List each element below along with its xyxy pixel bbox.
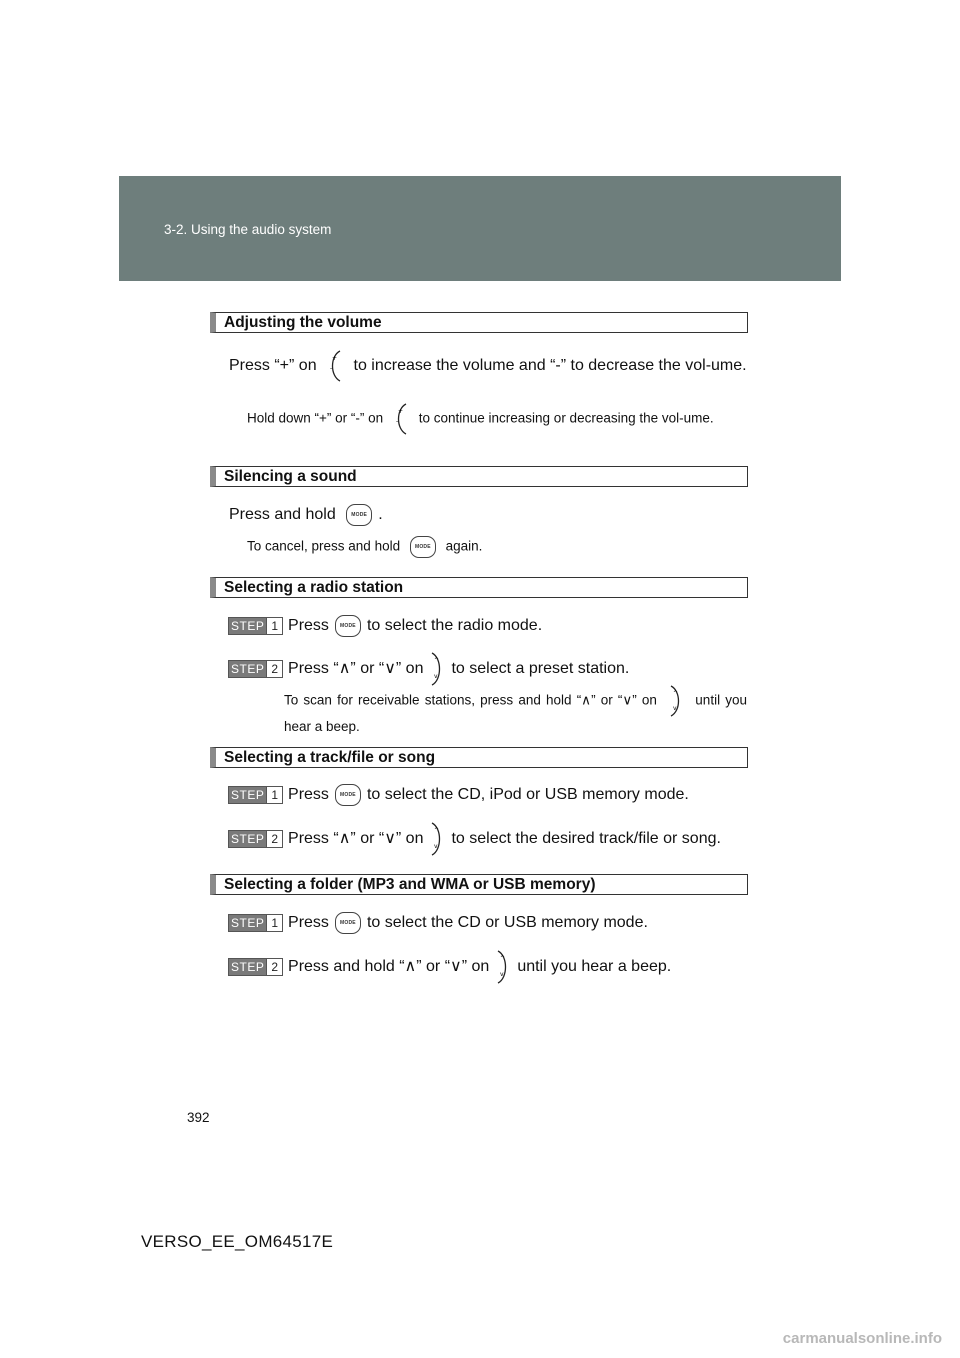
step-badge: STEP 1 <box>228 786 283 804</box>
svg-text:-: - <box>395 418 399 425</box>
svg-text:^: ^ <box>434 827 440 834</box>
mode-button-icon: MODE <box>335 615 361 637</box>
section-heading-radio: Selecting a radio station <box>210 577 748 598</box>
radio-note: To scan for receivable stations, press and hold “∧” or “∨” on ^ v until you hear a beep. <box>284 685 747 737</box>
track-step-2: STEP 2 Press “∧” or “∨” on ^ v to select the desired track/file or song. <box>228 822 721 856</box>
svg-text:^: ^ <box>434 657 440 664</box>
section-heading-silencing: Silencing a sound <box>210 466 748 487</box>
section-heading-folder: Selecting a folder (MP3 and WMA or USB memory) <box>210 874 748 895</box>
header-band <box>119 176 841 281</box>
svg-text:v: v <box>500 971 504 978</box>
track-step-1: STEP 1 Press MODE to select the CD, iPod or USB memory mode. <box>228 784 689 806</box>
svg-text:v: v <box>673 705 677 712</box>
seek-switch-icon <box>495 950 511 984</box>
silencing-instruction: Press and hold MODE . <box>229 503 747 526</box>
seek-switch-icon <box>668 685 684 717</box>
svg-text:v: v <box>434 843 439 850</box>
section-heading-track: Selecting a track/file or song <box>210 747 748 768</box>
volume-switch-icon <box>327 350 343 382</box>
radio-step-1: STEP 1 Press MODE to select the radio mode. <box>228 615 542 637</box>
step-badge: STEP 1 <box>228 914 283 932</box>
breadcrumb: 3-2. Using the audio system <box>164 222 332 237</box>
volume-switch-icon <box>393 403 409 435</box>
watermark: carmanualsonline.info <box>782 1330 942 1347</box>
mode-button-icon: MODE <box>335 784 361 806</box>
volume-instruction: Press “+” on + - to increase the volume and “-” to decrease the vol-ume. <box>229 350 747 382</box>
step-badge: STEP 1 <box>228 617 283 635</box>
step-badge: STEP 2 <box>228 958 283 976</box>
radio-step-2: STEP 2 Press “∧” or “∨” on ^ v to select a preset station. <box>228 652 629 686</box>
volume-note: Hold down “+” or “-” on + - to continue increasing or decreasing the vol-ume. <box>247 403 747 435</box>
svg-text:v: v <box>434 673 439 680</box>
section-heading-volume: Adjusting the volume <box>210 312 748 333</box>
page-number: 392 <box>187 1110 210 1125</box>
seek-switch-icon <box>429 652 445 686</box>
svg-text:^: ^ <box>500 955 506 962</box>
mode-button-icon: MODE <box>335 912 361 934</box>
mode-button-icon: MODE <box>346 504 372 526</box>
seek-switch-icon <box>429 822 445 856</box>
svg-text:+: + <box>397 408 403 415</box>
document-code: VERSO_EE_OM64517E <box>141 1232 334 1251</box>
silencing-note: To cancel, press and hold MODE again. <box>247 536 747 558</box>
svg-text:-: - <box>330 365 333 372</box>
svg-text:+: + <box>332 355 338 362</box>
step-badge: STEP 2 <box>228 830 283 848</box>
folder-step-2: STEP 2 Press and hold “∧” or “∨” on ^ v until you hear a beep. <box>228 950 671 984</box>
mode-button-icon: MODE <box>410 536 436 558</box>
step-badge: STEP 2 <box>228 660 283 678</box>
svg-text:^: ^ <box>673 690 679 697</box>
folder-step-1: STEP 1 Press MODE to select the CD or USB memory mode. <box>228 912 648 934</box>
